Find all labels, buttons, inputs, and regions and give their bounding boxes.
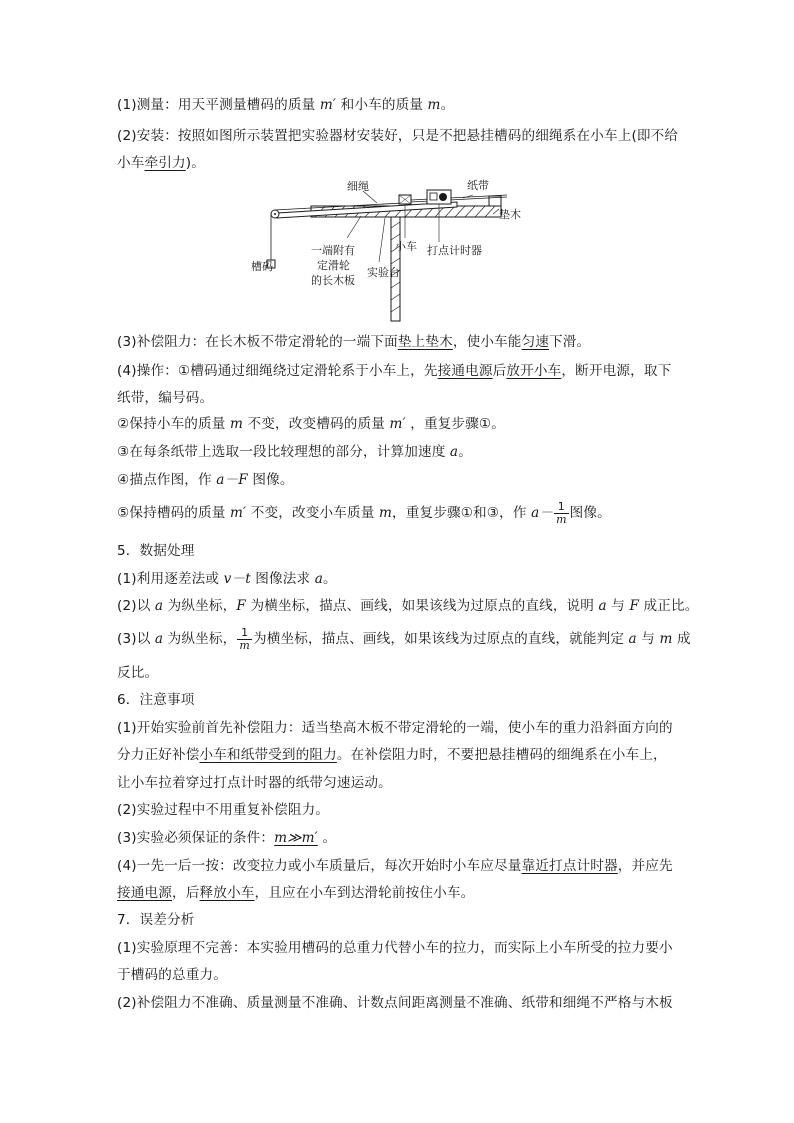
label-board-2: 定滑轮 [317, 259, 350, 272]
pulley-axle [274, 213, 276, 215]
apparatus-figure [251, 178, 557, 324]
label-cart: 小车 [395, 240, 417, 253]
note-2: (2)实验过程中不用重复补偿阻力。 [117, 802, 330, 818]
note-4-line2: 接通电源，后释放小车，且应在小车到达滑轮前按住小车。 [117, 885, 475, 901]
label-board-3: 的长木板 [311, 274, 355, 287]
note-1-line2: 分力正好补偿小车和纸带受到的阻力。在补偿阻力时，不要把悬挂槽码的细绳系在小车上， [117, 747, 667, 763]
step-measure: (1)测量：用天平测量槽码的质量 m′ 和小车的质量 m。 [117, 97, 455, 113]
data-item-1: (1)利用逐差法或 v－t 图像法求 a。 [117, 571, 337, 587]
label-table: 实验台 [367, 266, 400, 279]
data-item-3-line2: 反比。 [117, 665, 159, 681]
label-tape: 纸带 [467, 179, 489, 192]
data-item-2: (2)以 a 为纵坐标，F 为横坐标，描点、画线，如果该线为过原点的直线，说明 a 与 F 成正比。 [117, 598, 699, 614]
error-1-line1: (1)实验原理不完善：本实验用槽码的总重力代替小车的拉力，而实际上小车所受的拉力要小 [117, 940, 673, 956]
step-4: ④描点作图，作 a－F 图像。 [117, 472, 294, 488]
label-board-1: 一端附有 [311, 244, 355, 257]
section-heading-5: 5．数据处理 [117, 543, 195, 559]
label-timer: 打点计时器 [427, 244, 482, 257]
label-pad: 垫木 [499, 208, 521, 221]
fraction-1-over-m: $\frac{1}{m}$ [556, 499, 567, 526]
step-operate-line2: 纸带，编号码。 [117, 390, 214, 406]
label-rope: 细绳 [347, 180, 369, 193]
note-3: (3)实验必须保证的条件：m≫m′ 。 [117, 830, 337, 846]
timer-window [430, 193, 437, 200]
timer-disk [439, 193, 447, 201]
error-1-line2: 于槽码的总重力。 [117, 967, 227, 983]
section-heading-6: 6．注意事项 [117, 692, 195, 708]
step-friction: (3)补偿阻力：在长木板不带定滑轮的一端下面垫上垫木，使小车能匀速下滑。 [117, 334, 591, 350]
leader-table [379, 218, 385, 262]
section-heading-7: 7．误差分析 [117, 912, 195, 928]
step-install-line1: (2)安装：按照如图所示装置把实验器材安装好，只是不把悬挂槽码的细绳系在小车上(即不给 [117, 128, 679, 144]
step-3: ③在每条纸带上选取一段比较理想的部分，计算加速度 a。 [117, 444, 472, 460]
data-item-3-line1: (3)以 a 为纵坐标， $\frac{1}{m}$ 为横坐标，描点、画线，如果该线为过原点的直线，就能判定 a 与 m 成 [117, 625, 691, 652]
note-4-line1: (4)一先一后一按：改变拉力或小车质量后，每次开始时小车应尽量靠近打点计时器，并应先 [117, 858, 673, 874]
fraction-1-over-m-2: $\frac{1}{m}$ [239, 625, 250, 652]
error-2-line1: (2)补偿阻力不准确、质量测量不准确、计数点间距离测量不准确、纸带和细绳不严格与木板 [117, 995, 673, 1011]
step-operate-line1: (4)操作：①槽码通过细绳绕过定滑轮系于小车上，先接通电源后放开小车，断开电源，取下 [117, 363, 672, 379]
step-2: ②保持小车的质量 m 不变，改变槽码的质量 m′ ，重复步骤①。 [117, 416, 506, 432]
step-5: ⑤保持槽码的质量 m′ 不变，改变小车质量 m，重复步骤①和③，作 a－ $\frac{1}{m}$ 图像。 [117, 499, 611, 526]
note-1-line1: (1)开始实验前首先补偿阻力：适当垫高木板不带定滑轮的一端，使小车的重力沿斜面方向的 [117, 720, 673, 736]
leader-board [347, 216, 361, 238]
note-1-line3: 让小车拉着穿过打点计时器的纸带匀速运动。 [117, 775, 392, 791]
step-install-line2: 小车牵引力)。 [117, 155, 205, 171]
label-weights: 槽码 [251, 260, 273, 273]
